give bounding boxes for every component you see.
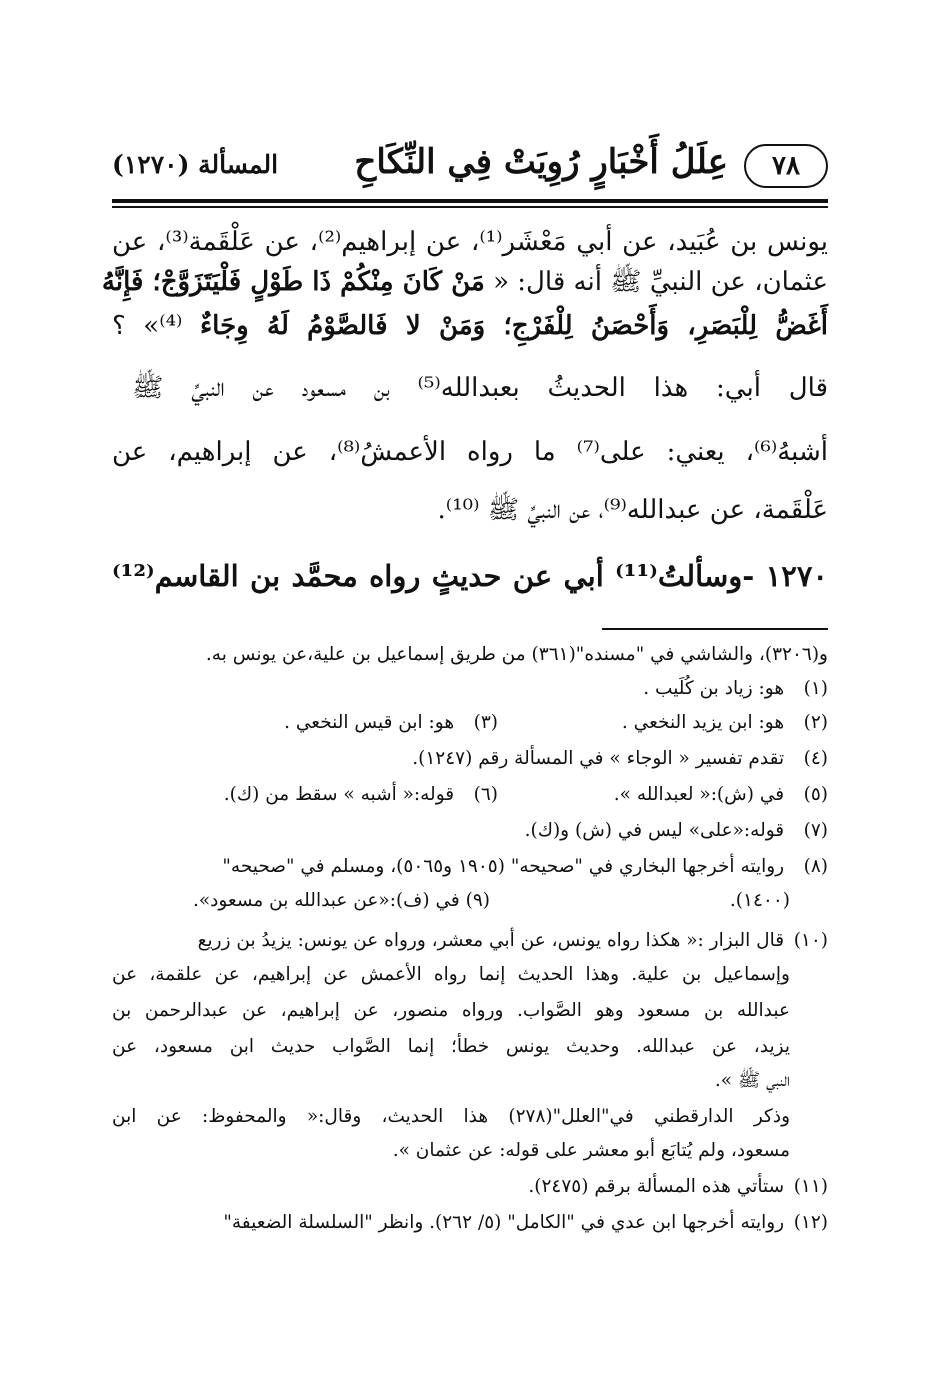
footnote-4	[112, 744, 828, 774]
footnote-8-text-line2: (١٤٠٠).	[729, 890, 790, 911]
footnote-1-text: هو: زياد بن كُلَيب .	[643, 678, 785, 699]
main-line-3	[112, 306, 828, 346]
book-title: عِلَلُ أَخْبَارٍ رُوِيَتْ فِي النِّكَاحِ	[354, 142, 728, 182]
footnote-separator	[602, 628, 828, 630]
footnote-7	[112, 816, 828, 846]
footnote-10-line7: مسعود، ولم يُتابَع أبو معشر على قوله: عن عثمان ».	[392, 1140, 790, 1161]
footnote-12-text: روايته أخرجها ابن عدي في "الكامل" (٥/ ٢٦٢). وانظر "السلسلة الضعيفة"	[223, 1212, 785, 1233]
footnote-4-text: تقدم تفسير « الوجاء » في المسألة رقم (١٢٤٧).	[412, 748, 785, 769]
main-line-2-intro: عثمان، عن النبيِّ ﷺ أنه قال: «	[493, 267, 828, 297]
main-line-6: عَلْقَمة، عن عبدالله⁽⁹⁾، عن النبيِّ ﷺ ⁽¹⁰⁾.	[437, 495, 828, 525]
footnote-7-number: (٧)	[803, 820, 828, 841]
main-line-2	[101, 262, 828, 302]
footnote-3	[284, 708, 498, 738]
footnote-2-text: هو: ابن يزيد النخعي .	[621, 712, 785, 733]
hadith-text-1: مَنْ كَانَ مِنْكُمْ ذَا طَوْلٍ فَلْيَتَزَوَّجْ؛ فَإِنَّهُ	[101, 267, 485, 297]
main-line-4: قال أبي: هذا الحديثُ بعبدالله⁽⁵⁾ بن مسعود عن النبيِّ ﷺ	[132, 373, 828, 403]
footnote-5-number: (٥)	[803, 784, 828, 805]
header-rule-thin	[112, 206, 828, 208]
footnote-11-number: (١١)	[793, 1176, 828, 1197]
footnote-10-line4: يزيد، عن عبدالله. وحديث يونس خطأ؛ إنما الصَّواب حديث ابن مسعود، عن	[112, 1036, 790, 1057]
page-header	[112, 138, 828, 196]
footnote-10-line2: وإسماعيل بن علية. وهذا الحديث إنما رواه الأعمش عن إبراهيم، عن علقمة، عن	[112, 964, 790, 985]
main-line-5: أشبهُ⁽⁶⁾، يعني: على⁽⁷⁾ ما رواه الأعمشُ⁽⁸⁾، عن إبراهيم، عن	[112, 437, 828, 467]
footnote-8	[112, 852, 828, 882]
footnote-1-number: (١)	[803, 678, 828, 699]
footnote-row-8-9	[112, 886, 790, 916]
footnote-6-text: قوله:« أشبه » سقط من (ك).	[223, 784, 455, 805]
main-line-1: يونس بن عُبَيد، عن أبي مَعْشَر⁽¹⁾، عن إبراهيم⁽²⁾، عن عَلْقَمة⁽³⁾، عن	[112, 227, 829, 257]
footnote-2	[622, 708, 828, 738]
main-line-3-end: ⁽⁴⁾» ؟	[112, 311, 183, 341]
footnote-6	[224, 780, 498, 810]
footnote-5	[614, 780, 828, 810]
footnote-8-number: (٨)	[803, 856, 828, 877]
footnote-9	[193, 886, 490, 916]
footnote-1	[112, 674, 828, 704]
page-number: ٧٨	[744, 144, 828, 188]
hadith-text-2: أَغَضُّ لِلْبَصَرِ، وَأَحْصَنُ لِلْفَرْجِ؛ وَمَنْ لا فَالصَّوْمُ لَهُ وِجَاءٌ	[199, 311, 829, 341]
footnote-12-number: (١٢)	[793, 1212, 828, 1233]
footnote-5-text: في (ش):« لعبدالله ».	[613, 784, 785, 805]
footnote-2-number: (٢)	[803, 712, 828, 733]
footnote-3-number: (٣)	[473, 712, 498, 733]
footnote-10-line1: قال البزار :« هكذا رواه يونس، عن أبي معشر، ورواه عن يونس: يزيدُ بن زريع	[197, 930, 785, 951]
issue-heading: ١٢٧٠ -وسألتُ⁽¹¹⁾ أبي عن حديثٍ رواه محمَّد بن القاسم⁽¹²⁾	[112, 559, 828, 593]
footnote-9-number: (٩)	[465, 890, 490, 911]
footnote-4-number: (٤)	[803, 748, 828, 769]
footnote-8-text-line1: روايته أخرجها البخاري في "صحيحه" (١٩٠٥ و٥٠٦٥)، ومسلم في "صحيحه"	[222, 856, 785, 877]
footnote-3-text: هو: ابن قيس النخعي .	[284, 712, 455, 733]
footnote-7-text: قوله:«على» ليس في (ش) و(ك).	[524, 820, 785, 841]
footnote-12	[112, 1208, 828, 1238]
footnote-9-text: في (ف):«عن عبدالله بن مسعود».	[192, 890, 460, 911]
footnote-10	[112, 926, 828, 956]
footnote-10-number: (١٠)	[793, 930, 828, 951]
footnote-10-line5: النبي ﷺ ».	[714, 1070, 790, 1091]
footnote-10-line6: وذكر الدارقطني في"العلل"(٢٧٨) هذا الحديث، وقال:« والمحفوظ: عن ابن	[112, 1106, 791, 1127]
footnote-11	[112, 1172, 828, 1202]
footnote-6-number: (٦)	[473, 784, 498, 805]
footnote-10-line3: عبدالله بن مسعود وهو الصَّواب. ورواه منصور، عن إبراهيم، عن عبدالرحمن بن	[112, 1000, 791, 1021]
footnote-continuation: و(٣٢٠٦)، والشاشي في "مسنده"(٣٦١) من طريق إسماعيل بن علية،عن يونس به.	[205, 644, 828, 665]
footnote-11-text: ستأتي هذه المسألة برقم (٢٤٧٥).	[528, 1176, 785, 1197]
issue-label: المسألة (١٢٧٠)	[112, 150, 279, 179]
header-rule-thick	[112, 199, 828, 203]
